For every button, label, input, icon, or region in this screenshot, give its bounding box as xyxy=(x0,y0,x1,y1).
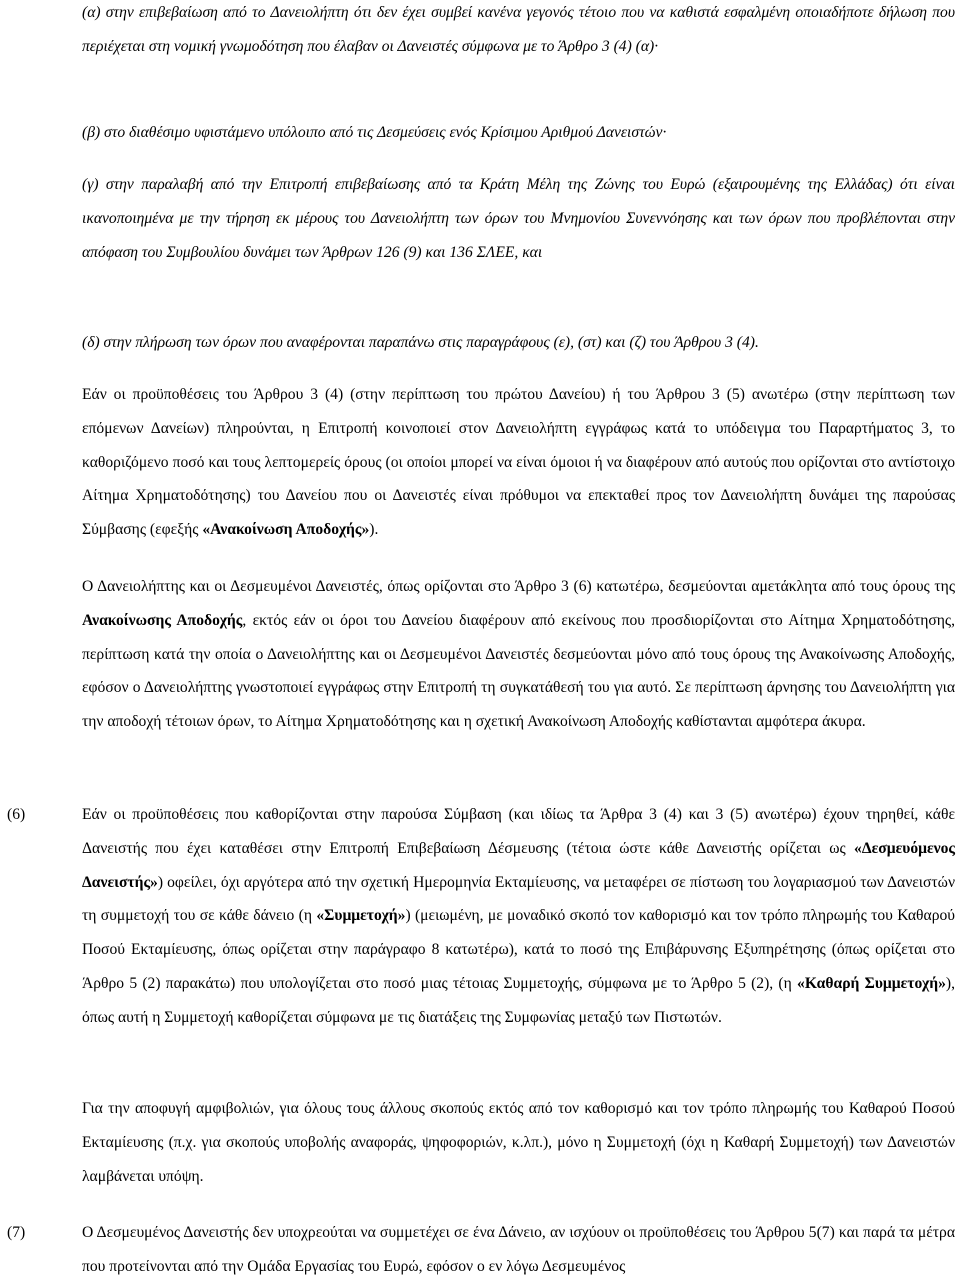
paragraph-avoidance-of-doubt: Για την αποφυγή αμφιβολιών, για όλους τους άλλους σκοπούς εκτός από τον καθορισμό και τον τρόπο πληρωμής του Καθαρού Ποσού Εκταμίευσης (π.χ. για σκοπούς υποβολής αναφοράς, ψηφοφοριών, κ.λπ.), μόνο η Συμμετοχή (όχι η Καθαρή Συμμετοχή) των Δανειστών λαμβάνεται υπόψη. xyxy=(82,1100,955,1185)
paragraph-section-7: Ο Δεσμευμένος Δανειστής δεν υποχρεούται να συμμετέχει σε ένα Δάνειο, αν ισχύουν οι προϋποθέσεις του Άρθρου 5(7) και παρά τα μέτρα που προτείνονται από την Ομάδα Εργασίας του Ευρώ, εφόσον ο εν λόγω Δεσμευμένος xyxy=(82,1224,955,1275)
participation-term: «Συμμετοχή» xyxy=(316,907,406,925)
paragraph-gamma: (γ) στην παραλαβή από την Επιτροπή επιβεβαίωσης από τα Κράτη Μέλη της Ζώνης του Ευρώ (εξαιρουμένης της Ελλάδας) ότι είναι ικανοποιημένα με την τήρηση εκ μέρους του Δανειολήπτη των όρων του Μνημονίου Συνεννόησης και των όρων που προβλέπονται στην απόφαση του Συμβουλίου δυνάμει των Άρθρων 126 (9) και 136 ΣΛΕΕ, και xyxy=(82,176,955,261)
net-participation-term: «Καθαρή Συμμετοχή» xyxy=(797,974,946,992)
acceptance-text: Εάν οι προϋποθέσεις του Άρθρου 3 (4) (στην περίπτωση του πρώτου Δανείου) ή του Άρθρου 3 (5) ανωτέρω (στην περίπτωση των επόμενων Δανείων) πληρούνται, η Επιτροπή κοινοποιεί στον Δανειολήπτη εγγράφως κατά το υπόδειγμα του Παραρτήματος 3, το καθοριζόμενο ποσό και τους λεπτομερείς όρους (οι οποίοι μπορεί να είναι όμοιοι ή να διαφέρουν από αυτούς που ορίζονται στο αντίστοιχο Αίτημα Χρηματοδότησης) του Δανείου που οι Δανειστές είναι πρόθυμοι να επεκταθεί προς τον Δανειολήπτη δυνάμει της παρούσας Σύμβασης (εφεξής xyxy=(82,386,955,539)
paragraph-binding-terms xyxy=(82,570,955,739)
binding-defined-term: Ανακοίνωσης Αποδοχής xyxy=(82,611,243,629)
paragraph-section-6 xyxy=(82,798,955,1035)
section-6-text-2: ) οφείλει, όχι αργότερα από την σχετική Ημερομηνία Εκταμίευσης, να μεταφέρει σε πίστωση του λογαριασμού των Δανειστών τη συμμετοχή του σε κάθε δάνειο (η xyxy=(82,873,955,925)
binding-text-1: Ο Δανειολήπτης και οι Δεσμευμένοι Δανειστές, όπως ορίζονται στο Άρθρο 3 (6) κατωτέρω, δεσμεύονται αμετάκλητα από τους όρους της xyxy=(82,578,955,595)
section-6-text-1: Εάν οι προϋποθέσεις που καθορίζονται στην παρούσα Σύμβαση (και ιδίως τα Άρθρα 3 (4) και 3 (5) ανωτέρω) έχουν τηρηθεί, κάθε Δανειστής που έχει καταθέσει στην Επιτροπή Επιβεβαίωση Δέσμευσης (τέτοια ώστε κάθε Δανειστής ορίζεται ως xyxy=(82,806,955,857)
section-6-text-3: ) (μειωμένη, με μοναδικό σκοπό τον καθορισμό και τον τρόπο πληρωμής του Καθαρού Ποσού Εκταμίευσης, όπως ορίζεται στην παράγραφο 8 κατωτέρω), κατά το ποσό της Επιβάρυνσης Εξυπηρέτησης (όπως ορίζεται στο Άρθρο 5 (2) παρακάτω) που υπολογίζεται στο ποσό μιας τέτοιας Συμμετοχής, σύμφωνα με το Άρθρο 5 (2), (η xyxy=(82,907,955,992)
binding-text-2: , εκτός εάν οι όροι του Δανείου διαφέρουν από εκείνους που προσδιορίζονται στο Αίτημα Χρηματοδότησης, περίπτωση κατά την οποία ο Δανειολήπτης και οι Δεσμευμένοι Δανειστές δεσμεύονται μόνο από τους όρους της Ανακοίνωσης Αποδοχής, εφόσον ο Δανειολήπτης γνωστοποιεί εγγράφως στην Επιτροπή τη συγκατάθεσή του για αυτό. Σε περίπτωση άρνησης του Δανειολήπτη για την αποδοχή τέτοιων όρων, το Αίτημα Χρηματοδότησης και η σχετική Ανακοίνωση Αποδοχής καθίστανται αμφότερα άκυρα. xyxy=(82,611,955,731)
section-number-6: (6) xyxy=(7,806,26,823)
committed-lender-term: «Δεσμευόμενος Δανειστής» xyxy=(82,839,955,891)
paragraph-alpha: (α) στην επιβεβαίωση από το Δανειολήπτη ότι δεν έχει συμβεί κανένα γεγονός τέτοιο που να καθιστά εσφαλμένη οποιαδήποτε δήλωση που περιέχεται στη νομική γνωμοδότηση που έλαβαν οι Δανειστές σύμφωνα με το Άρθρο 3 (4) (α)· xyxy=(82,4,955,55)
acceptance-end: ). xyxy=(369,521,379,539)
section-number-7: (7) xyxy=(7,1224,26,1241)
section-6-text-4: ), όπως αυτή η Συμμετοχή καθορίζεται σύμφωνα με τις διατάξεις της Συμφωνίας μεταξύ των Πιστωτών. xyxy=(82,974,955,1026)
paragraph-beta: (β) στο διαθέσιμο υφιστάμενο υπόλοιπο από τις Δεσμεύσεις ενός Κρίσιμου Αριθμού Δανειστών· xyxy=(82,124,667,141)
acceptance-defined-term: «Ανακοίνωση Αποδοχής» xyxy=(202,521,370,539)
paragraph-delta: (δ) στην πλήρωση των όρων που αναφέρονται παραπάνω στις παραγράφους (ε), (στ) και (ζ) του Άρθρου 3 (4). xyxy=(82,334,759,351)
paragraph-acceptance-notice xyxy=(82,378,955,547)
